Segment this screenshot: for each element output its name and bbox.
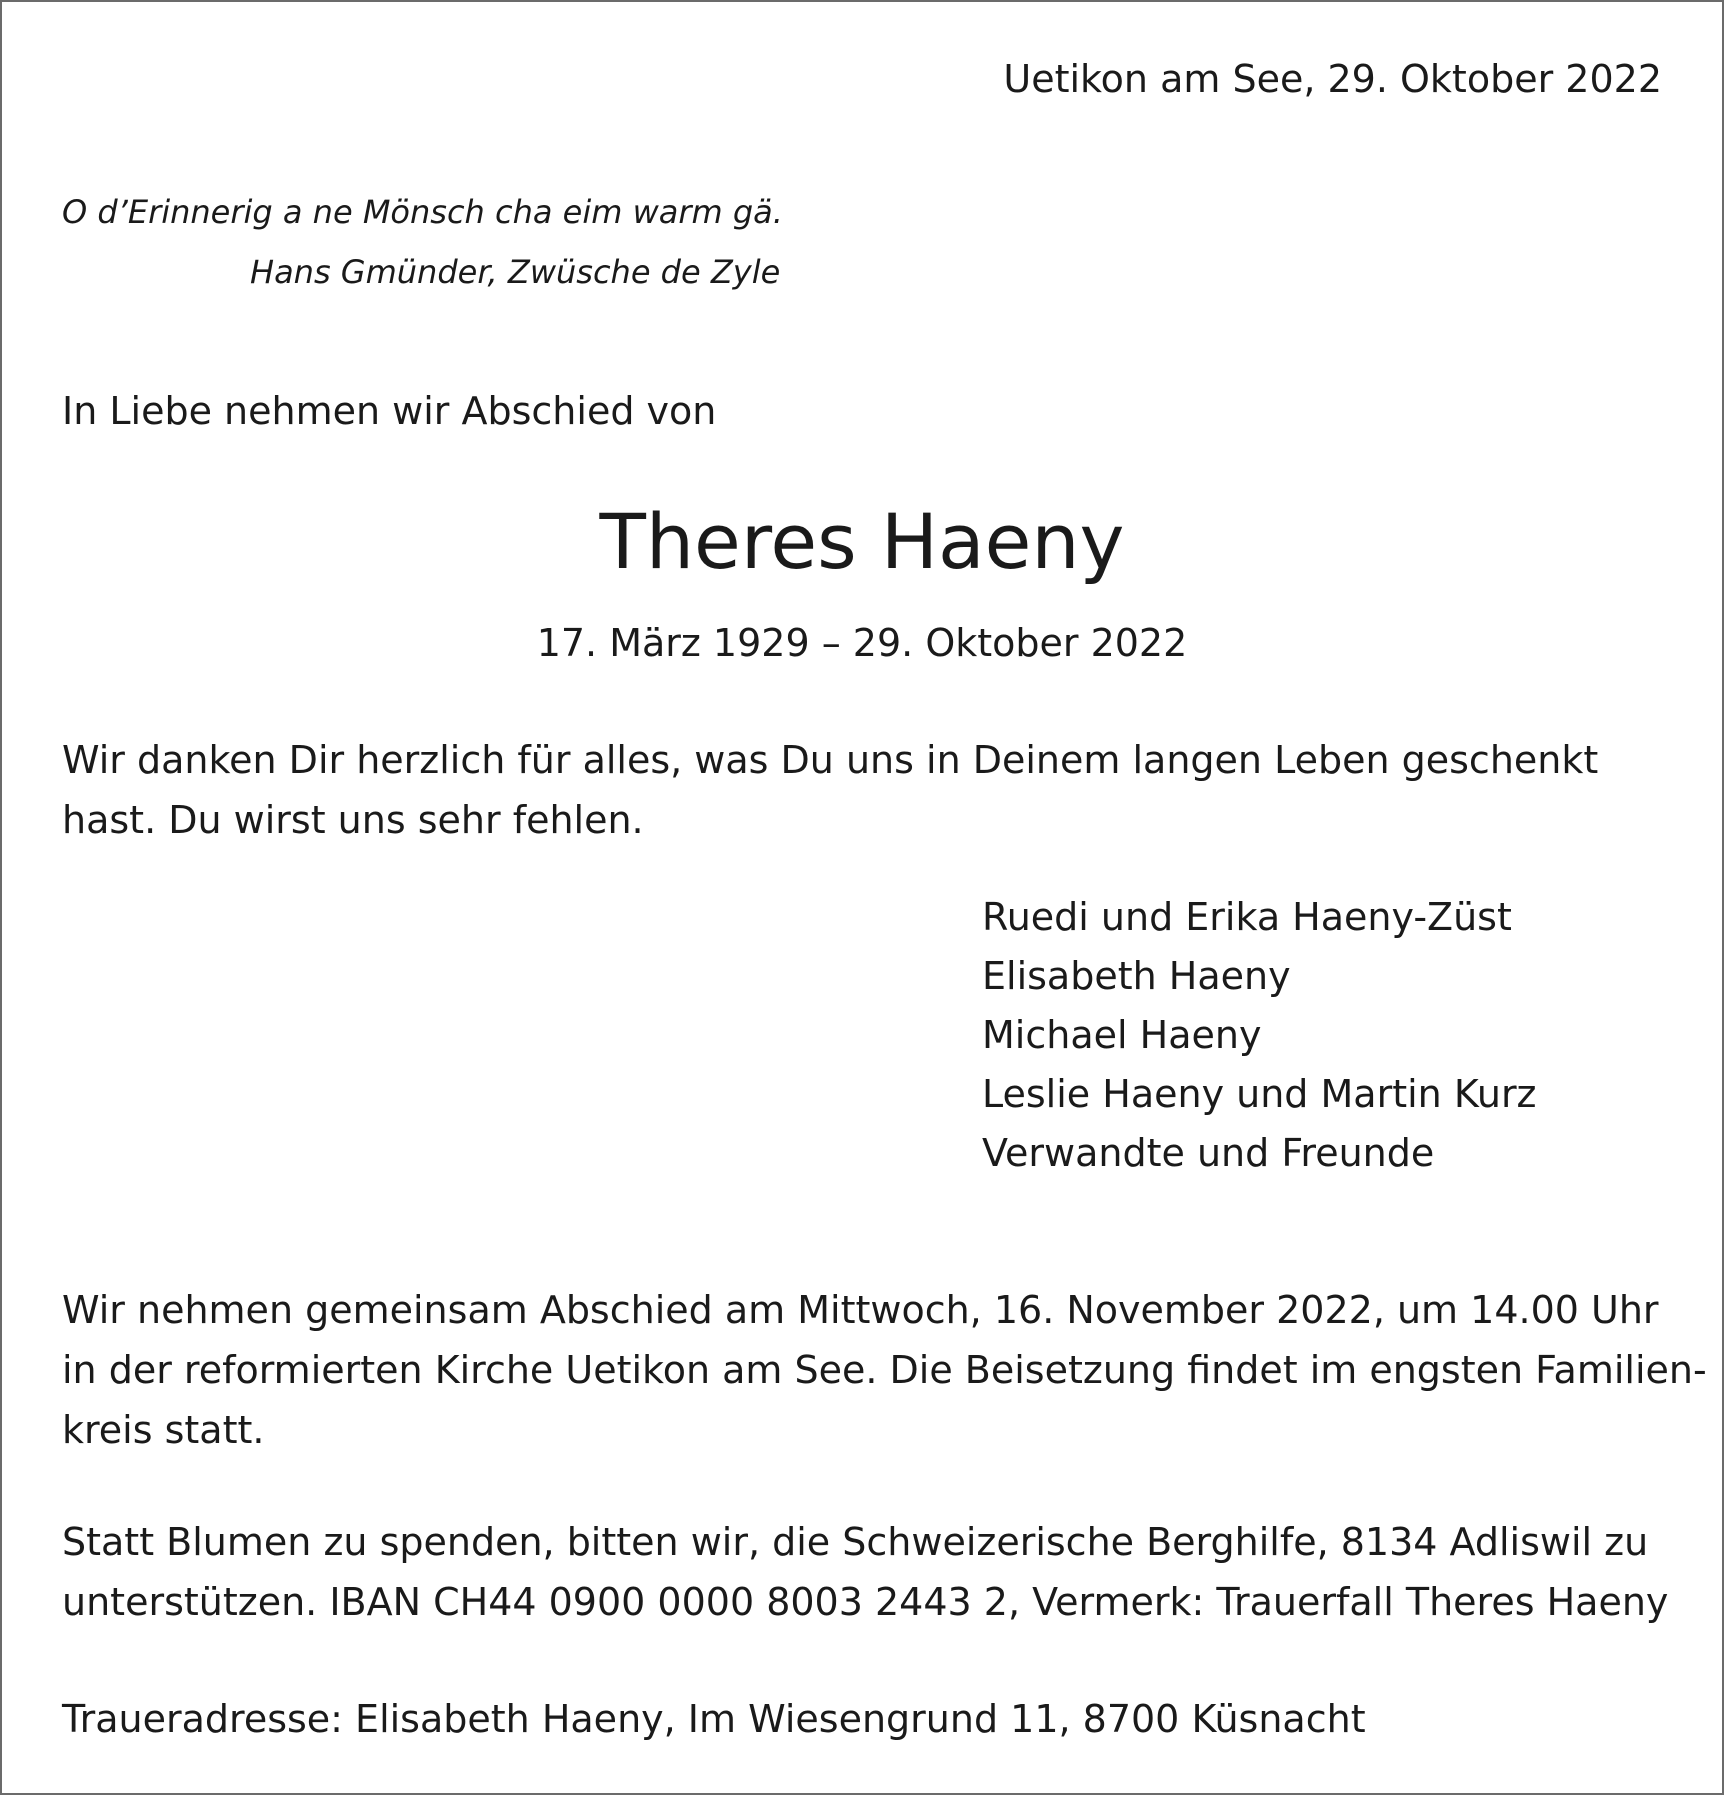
mourning-address: Traueradresse: Elisabeth Haeny, Im Wiesengrund 11, 8700 Küsnacht — [62, 1697, 1366, 1741]
deceased-name: Theres Haeny — [599, 497, 1125, 586]
family-member: Michael Haeny — [982, 1013, 1262, 1057]
family-member: Leslie Haeny und Martin Kurz — [982, 1072, 1537, 1116]
thanks-paragraph — [62, 730, 1662, 850]
thanks-line: Wir danken Dir herzlich für alles, was Du uns in Deinem langen Leben geschenkt — [62, 738, 1599, 782]
family-member: Ruedi und Erika Haeny-Züst — [982, 895, 1512, 939]
service-line: in der reformierten Kirche Uetikon am See. Die Beisetzung findet im engsten Familien- — [62, 1348, 1707, 1392]
quote-text: O d’Erinnerig a ne Mönsch cha eim warm gä. — [62, 193, 783, 231]
service-paragraph — [62, 1280, 1707, 1460]
place-and-date: Uetikon am See, 29. Oktober 2022 — [1003, 57, 1662, 101]
intro-text: In Liebe nehmen wir Abschied von — [62, 389, 717, 433]
family-list — [982, 888, 1537, 1183]
family-member: Verwandte und Freunde — [982, 1131, 1435, 1175]
life-dates: 17. März 1929 – 29. Oktober 2022 — [536, 621, 1188, 665]
donation-line: Statt Blumen zu spenden, bitten wir, die Schweizerische Berghilfe, 8134 Adliswil zu — [62, 1520, 1649, 1564]
thanks-line: hast. Du wirst uns sehr fehlen. — [62, 798, 644, 842]
donation-line: unterstützen. IBAN CH44 0900 0000 8003 2443 2, Vermerk: Trauerfall Theres Haeny — [62, 1580, 1669, 1624]
service-line: Wir nehmen gemeinsam Abschied am Mittwoch, 16. November 2022, um 14.00 Uhr — [62, 1288, 1659, 1332]
family-member: Elisabeth Haeny — [982, 954, 1291, 998]
quote-source: Hans Gmünder, Zwüsche de Zyle — [250, 253, 781, 291]
donation-paragraph — [62, 1512, 1669, 1632]
service-line: kreis statt. — [62, 1408, 265, 1452]
